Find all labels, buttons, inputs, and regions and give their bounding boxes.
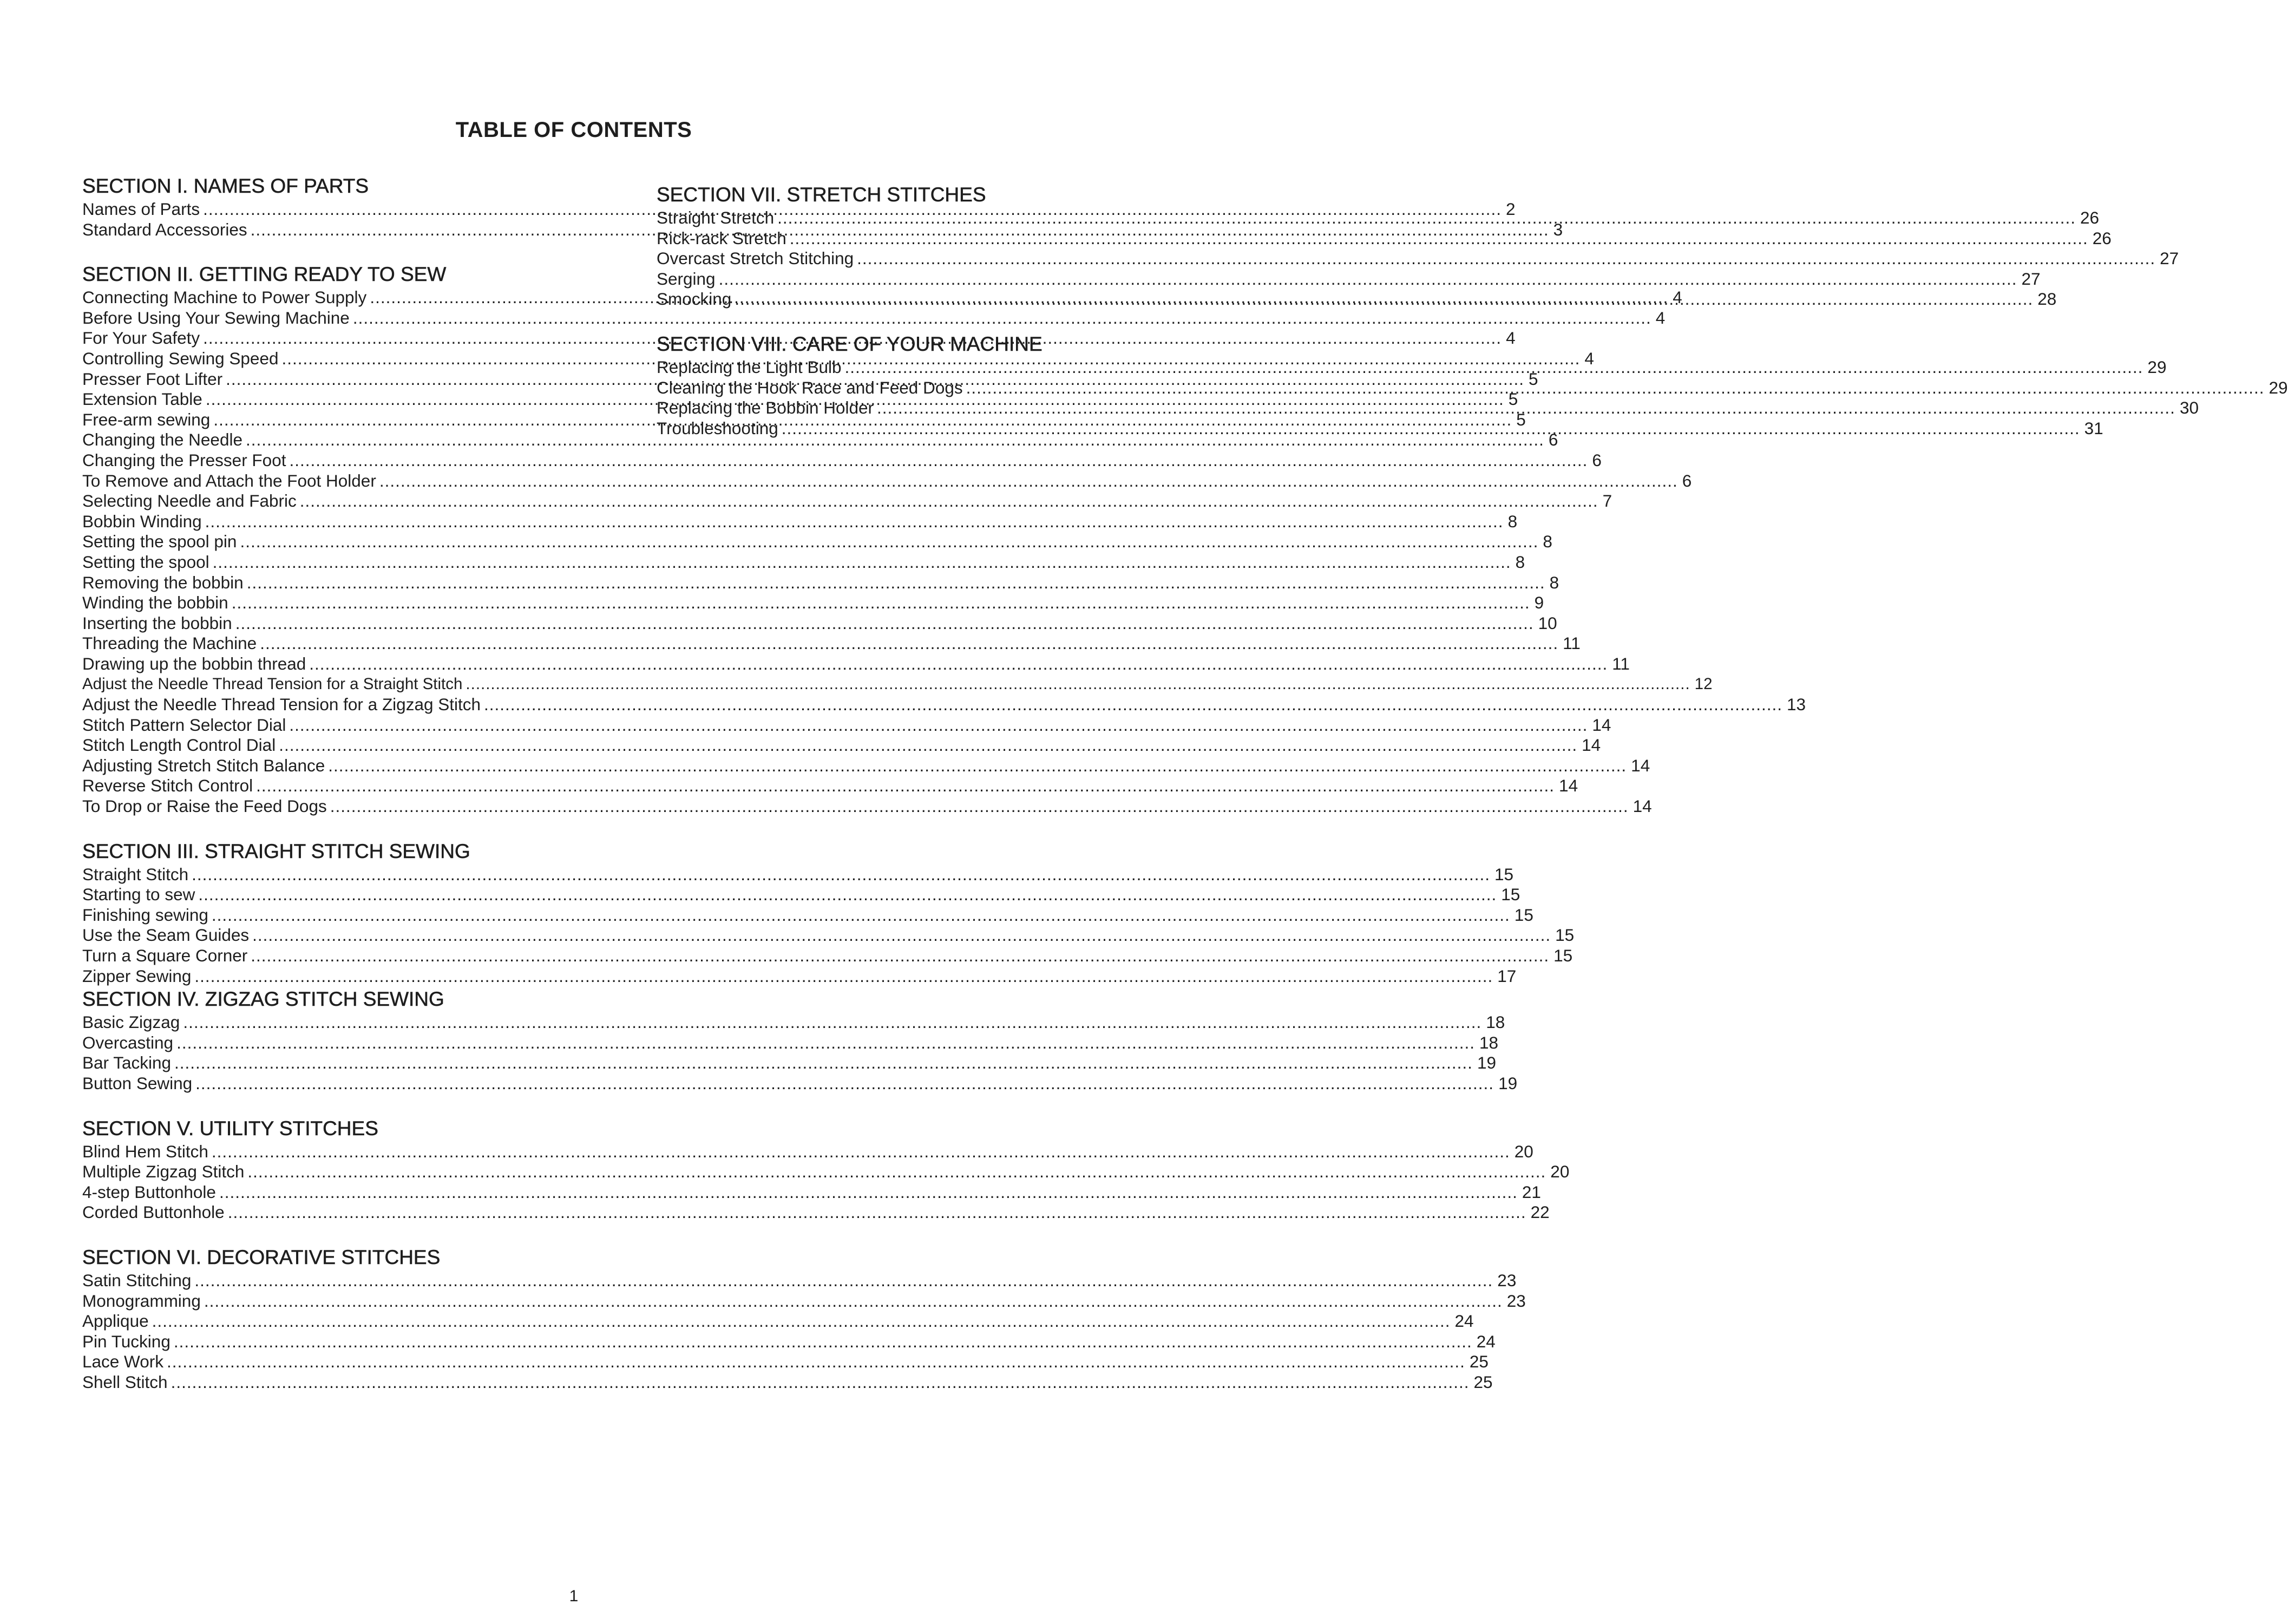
toc-entry[interactable] [82,1202,1550,1223]
entry-label: Presser Foot Lifter [82,369,223,389]
section-heading: SECTION I. NAMES OF PARTS [82,175,369,197]
entry-page-number: 14 [1559,776,1578,796]
entry-page-number: 25 [1469,1352,1489,1372]
dot-leader [300,491,1598,512]
dot-leader [167,1352,1465,1372]
toc-entry[interactable] [657,248,2179,269]
entry-label: Lace Work [82,1352,163,1372]
dot-leader [251,946,1549,966]
dot-leader [152,1311,1451,1332]
entry-page-number: 12 [1694,675,1713,693]
toc-entry[interactable] [82,1291,1526,1312]
entry-page-number: 15 [1555,925,1575,945]
dot-leader [212,1142,1510,1162]
toc-entry[interactable] [82,572,1559,593]
dot-leader [289,715,1588,736]
toc-entry[interactable] [82,695,1806,715]
entry-page-number: 6 [1548,430,1558,450]
section-heading: SECTION VII. STRETCH STITCHES [657,184,986,206]
toc-right-column [657,182,2288,438]
entry-page-number: 30 [2179,398,2199,418]
entry-page-number: 29 [2269,377,2288,397]
dot-leader [204,1291,1503,1312]
toc-entry[interactable] [657,418,2103,439]
entry-page-number: 26 [2092,228,2112,248]
dot-leader [228,1202,1526,1223]
toc-entry[interactable] [82,593,1544,613]
dot-leader [171,1372,1470,1393]
dot-leader [247,573,1545,593]
dot-leader [174,1053,1473,1073]
entry-label: Reverse Stitch Control [82,776,253,796]
entry-label: Changing the Presser Foot [82,450,286,470]
dot-leader [966,378,2265,398]
dot-leader [877,398,2175,418]
entry-label: Winding the bobbin [82,593,228,613]
toc-entry[interactable] [82,755,1650,776]
toc-section [82,1245,1526,1393]
dot-leader [484,695,1782,715]
entry-page-number: 2 [1506,199,1516,219]
page-title: TABLE OF CONTENTS [455,118,692,142]
dot-leader [260,633,1558,654]
entry-page-number: 9 [1534,593,1544,613]
entry-label: Connecting Machine to Power Supply [82,287,367,307]
entry-label: Controlling Sewing Speed [82,348,279,368]
page-number: 1 [569,1587,579,1605]
section-heading: SECTION IV. ZIGZAG STITCH SEWING [82,988,444,1011]
entry-page-number: 27 [2021,269,2041,289]
toc-entry[interactable] [82,613,1557,634]
entry-page-number: 23 [1506,1291,1526,1311]
toc-entry[interactable] [82,552,1525,573]
dot-leader [256,776,1555,796]
entry-label: Use the Seam Guides [82,925,250,945]
entry-label: Smocking [657,289,732,309]
entry-label: Replacing the Light Bulb [657,357,842,377]
entry-page-number: 8 [1543,532,1552,552]
dot-leader [240,532,1538,552]
entry-page-number: 15 [1501,885,1520,905]
toc-entry[interactable] [82,307,1666,329]
entry-page-number: 25 [1473,1372,1493,1392]
entry-page-number: 3 [1553,219,1563,239]
dot-leader [328,756,1627,776]
dot-leader [192,865,1490,885]
toc-entry[interactable] [82,1032,1499,1053]
entry-label: Stitch Pattern Selector Dial [82,715,286,735]
dot-leader [198,885,1497,905]
section-heading: SECTION III. STRAIGHT STITCH SEWING [82,840,470,862]
dot-leader [213,552,1511,573]
toc-entry[interactable] [82,925,1575,946]
toc-entry[interactable] [82,735,1601,756]
toc-entry[interactable] [657,398,2199,418]
dot-leader [232,593,1530,613]
toc-entry[interactable] [82,1073,1518,1094]
dot-leader [790,228,2088,249]
entry-label: Drawing up the bobbin thread [82,653,306,673]
section-heading: SECTION VIII. CARE OF YOUR MACHINE [657,332,1043,355]
toc-section [657,331,2288,438]
dot-leader [174,1332,1472,1352]
dot-leader [777,208,2076,228]
entry-label: Setting the spool [82,552,209,572]
dot-leader [719,269,2017,290]
entry-label: Threading the Machine [82,633,257,653]
entry-label: Zipper Sewing [82,966,192,986]
entry-label: Replacing the Bobbin Holder [657,398,874,418]
toc-entry[interactable] [82,1352,1489,1372]
entry-page-number: 26 [2080,208,2100,227]
section-heading: SECTION V. UTILITY STITCHES [82,1117,378,1140]
toc-entry[interactable] [82,511,1518,532]
toc-entry[interactable] [82,450,1602,471]
entry-page-number: 27 [2160,248,2179,269]
entry-page-number: 18 [1479,1032,1499,1052]
entry-page-number: 19 [1498,1073,1518,1093]
entry-page-number: 13 [1786,695,1806,715]
entry-label: Troubleshooting [657,418,778,438]
entry-page-number: 20 [1514,1141,1533,1161]
toc-entry[interactable] [657,208,2100,228]
entry-page-number: 24 [1454,1311,1474,1331]
entry-label: Changing the Needle [82,430,242,450]
entry-label: Bar Tacking [82,1053,172,1073]
entry-label: Straight Stretch [657,208,775,227]
dot-leader [782,418,2080,439]
dot-leader [252,925,1551,946]
entry-label: Free-arm sewing [82,409,211,429]
entry-label: To Drop or Raise the Feed Dogs [82,796,327,816]
dot-leader [205,512,1504,532]
toc-entry[interactable] [82,653,1630,675]
toc-entry[interactable] [657,228,2112,249]
entry-page-number: 14 [1592,715,1611,735]
entry-page-number: 4 [1673,287,1682,307]
toc-entry[interactable] [82,776,1578,796]
toc-entry[interactable] [82,1331,1496,1352]
entry-page-number: 7 [1602,491,1612,511]
toc-entry[interactable] [82,1162,1570,1182]
entry-label: Inserting the bobbin [82,613,232,633]
toc-entry[interactable] [82,1012,1505,1033]
entry-label: Standard Accessories [82,219,247,239]
entry-label: Names of Parts [82,199,200,219]
entry-label: Adjusting Stretch Stitch Balance [82,755,325,775]
dot-leader [247,1162,1546,1182]
entry-label: Removing the bobbin [82,572,244,592]
entry-label: Extension Table [82,389,202,409]
entry-page-number: 6 [1682,470,1692,490]
entry-page-number: 15 [1514,905,1533,925]
entry-page-number: 14 [1631,755,1650,775]
entry-page-number: 14 [1582,735,1601,755]
entry-label: Applique [82,1311,149,1331]
toc-entry[interactable] [82,633,1581,654]
entry-page-number: 24 [1476,1331,1496,1351]
toc-entry[interactable] [657,269,2041,290]
entry-label: Monogramming [82,1291,201,1311]
entry-label: Before Using Your Sewing Machine [82,307,350,328]
entry-page-number: 29 [2147,357,2167,377]
dot-leader [279,735,1577,756]
toc-section [82,839,1575,987]
dot-leader [235,613,1534,634]
toc-entry[interactable] [82,715,1611,736]
toc-entry[interactable] [82,1141,1533,1162]
toc-entry[interactable] [82,430,1558,450]
dot-leader [194,1271,1493,1291]
dot-leader [212,905,1510,926]
toc-entry[interactable] [82,1372,1493,1393]
entry-label: Adjust the Needle Thread Tension for a Straight Stitch [82,675,463,693]
toc-entry[interactable] [82,674,1713,695]
entry-label: Bobbin Winding [82,511,202,531]
entry-page-number: 5 [1516,409,1526,429]
dot-leader [857,248,2155,269]
entry-page-number: 11 [1563,633,1581,653]
entry-label: Shell Stitch [82,1372,168,1392]
toc-entry[interactable] [82,1182,1541,1203]
entry-label: Pin Tucking [82,1331,171,1351]
toc-entry[interactable] [82,946,1573,966]
toc-entry[interactable] [82,905,1533,926]
entry-page-number: 15 [1494,864,1514,884]
toc-section [82,986,1518,1093]
entry-page-number: 5 [1508,389,1518,409]
entry-page-number: 17 [1497,966,1517,986]
toc-entry[interactable] [82,796,1652,817]
dot-leader [735,289,2033,310]
entry-page-number: 21 [1522,1182,1541,1202]
toc-entry[interactable] [82,966,1517,987]
entry-page-number: 11 [1612,653,1630,673]
entry-label: Button Sewing [82,1073,193,1093]
dot-leader [845,357,2143,378]
dot-leader [466,674,1690,695]
toc-entry[interactable] [657,377,2288,398]
entry-label: Stitch Length Control Dial [82,735,276,755]
entry-page-number: 20 [1550,1162,1570,1182]
dot-leader [289,450,1588,471]
entry-page-number: 4 [1506,328,1516,348]
entry-label: Overcast Stretch Stitching [657,248,854,269]
entry-label: 4-step Buttonhole [82,1182,216,1202]
toc-entry[interactable] [82,470,1692,492]
entry-page-number: 23 [1497,1270,1517,1290]
section-heading: SECTION II. GETTING READY TO SEW [82,263,447,286]
toc-entry[interactable] [82,1053,1496,1073]
entry-page-number: 22 [1530,1202,1550,1222]
entry-label: To Remove and Attach the Foot Holder [82,470,376,490]
dot-leader [379,471,1678,492]
toc-entry[interactable] [82,491,1612,512]
toc-entry[interactable] [82,532,1552,552]
toc-entry[interactable] [82,885,1520,905]
entry-page-number: 10 [1538,613,1557,633]
entry-label: Straight Stitch [82,864,189,884]
entry-label: Serging [657,269,716,289]
entry-label: Corded Buttonhole [82,1202,225,1222]
entry-label: For Your Safety [82,328,200,348]
toc-entry[interactable] [82,1311,1474,1332]
entry-page-number: 19 [1477,1053,1496,1073]
entry-label: Setting the spool pin [82,532,237,552]
section-heading: SECTION VI. DECORATIVE STITCHES [82,1246,441,1268]
toc-section [82,1116,1570,1223]
entry-label: Blind Hem Stitch [82,1141,208,1161]
entry-page-number: 31 [2084,418,2103,438]
entry-label: Overcasting [82,1032,174,1052]
dot-leader [194,966,1493,987]
entry-label: Starting to sew [82,885,195,905]
entry-label: Finishing sewing [82,905,208,925]
entry-page-number: 14 [1633,796,1652,816]
entry-label: Basic Zigzag [82,1012,180,1032]
entry-page-number: 28 [2037,289,2057,309]
toc-entry[interactable] [657,289,2057,310]
toc-entry[interactable] [82,864,1514,885]
dot-leader [309,654,1608,675]
entry-label: Cleaning the Hook Race and Feed Dogs [657,377,963,397]
entry-page-number: 6 [1592,450,1602,470]
entry-label: Selecting Needle and Fabric [82,491,297,511]
entry-page-number: 8 [1549,572,1559,592]
toc-section [657,182,2179,310]
entry-label: Multiple Zigzag Stitch [82,1162,245,1182]
dot-leader [330,796,1629,817]
entry-page-number: 15 [1553,946,1573,965]
dot-leader [195,1073,1494,1094]
dot-leader [176,1033,1475,1053]
entry-page-number: 4 [1584,348,1594,368]
toc-entry[interactable] [82,1270,1517,1291]
entry-label: Rick-rack Stretch [657,228,786,248]
entry-page-number: 4 [1655,307,1666,328]
entry-page-number: 8 [1515,552,1525,572]
dot-leader [219,1182,1518,1203]
toc-entry[interactable] [657,357,2167,378]
entry-page-number: 8 [1507,511,1518,531]
entry-page-number: 5 [1529,369,1538,389]
dot-leader [183,1012,1481,1033]
entry-label: Satin Stitching [82,1270,192,1290]
entry-label: Adjust the Needle Thread Tension for a Zigzag Stitch [82,695,481,715]
entry-page-number: 18 [1486,1012,1505,1032]
entry-label: Turn a Square Corner [82,946,248,965]
